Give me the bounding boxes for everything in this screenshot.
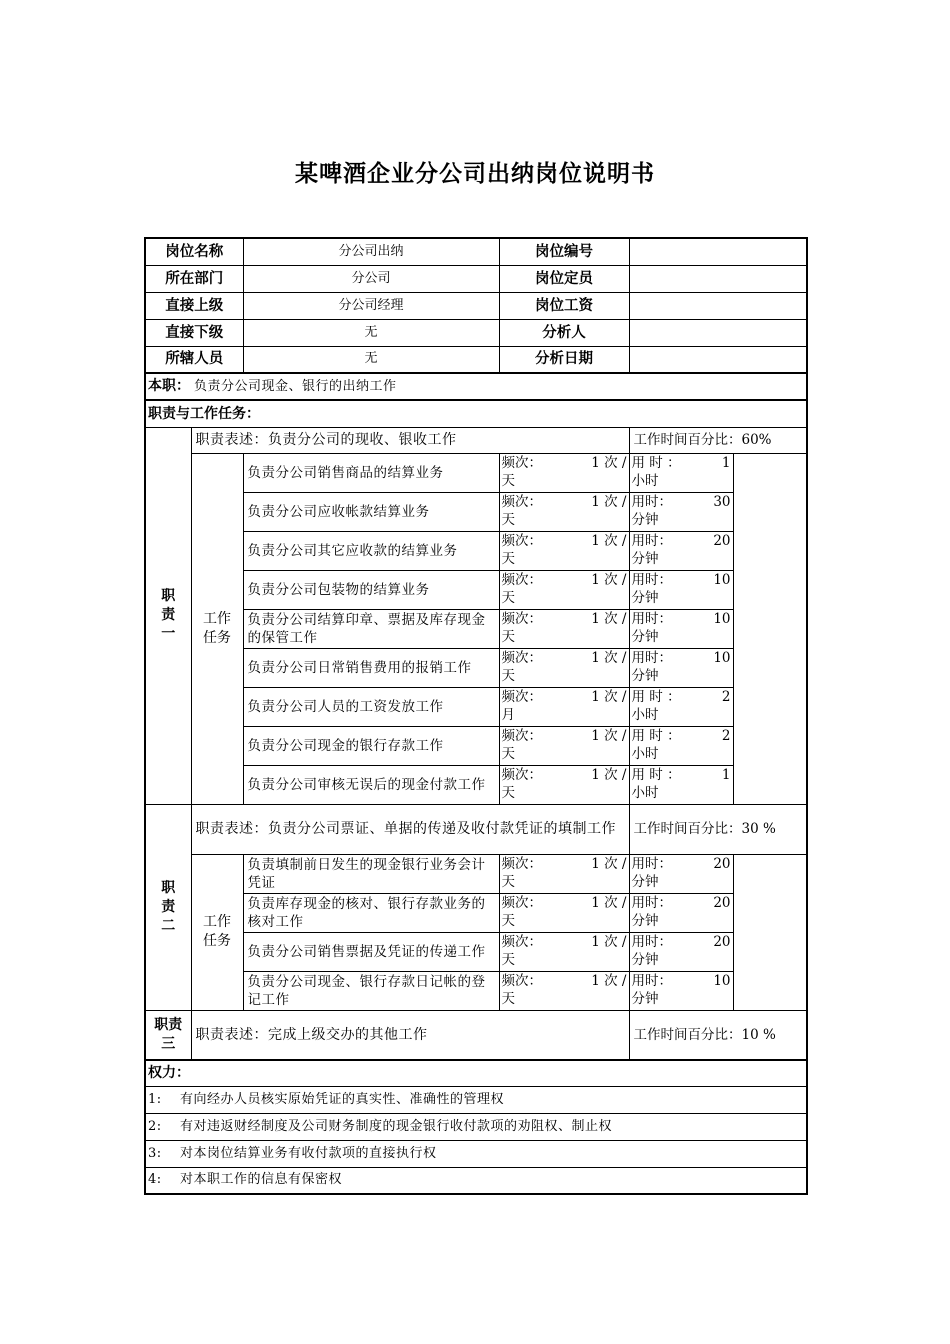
- task-row: [145, 570, 807, 609]
- info-label: 分析日期: [499, 346, 629, 373]
- duration-unit: 分钟: [631, 628, 659, 645]
- frequency-unit: 天: [501, 589, 515, 606]
- duration-label: 用时：: [631, 972, 672, 989]
- task-duration: [629, 648, 733, 687]
- work-task-label: [191, 453, 243, 804]
- task-duration: [629, 570, 733, 609]
- section-description: 职责表述：完成上级交办的其他工作: [191, 1010, 629, 1060]
- frequency-unit: 天: [501, 667, 515, 684]
- info-value: 分公司经理: [243, 292, 499, 319]
- power-number: 2:: [148, 1118, 162, 1134]
- info-value: [629, 319, 807, 346]
- task-duration-line: [632, 972, 731, 990]
- task-text: 负责分公司其它应收款的结算业务: [243, 531, 499, 570]
- frequency-count: 1 次 /: [591, 855, 627, 872]
- frequency-count: 1 次 /: [591, 493, 627, 510]
- task-frequency-line: [502, 493, 627, 511]
- info-label: 分析人: [499, 319, 629, 346]
- power-item: [145, 1113, 807, 1140]
- task-frequency: [499, 570, 629, 609]
- info-value: [629, 238, 807, 265]
- frequency-unit: 月: [501, 706, 515, 723]
- task-frequency: [499, 453, 629, 492]
- section-label-char: 责: [161, 898, 176, 915]
- frequency-label: 频次：: [501, 688, 542, 705]
- frequency-unit: 天: [501, 990, 515, 1007]
- duration-label: 用时：: [631, 855, 672, 872]
- frequency-unit: 天: [501, 745, 515, 762]
- frequency-label: 频次：: [501, 610, 542, 627]
- task-duration: [629, 765, 733, 804]
- power-item: [145, 1140, 807, 1167]
- duty-label: 本职：: [148, 378, 190, 394]
- task-row: [145, 609, 807, 648]
- task-duration-line: [632, 727, 731, 745]
- frequency-label: 频次：: [501, 894, 542, 911]
- duration-unit: 小时: [631, 706, 659, 723]
- tasks-header: 职责与工作任务：: [145, 400, 807, 427]
- task-row: [145, 854, 807, 893]
- job-description-table: [144, 237, 806, 1195]
- power-number: 4:: [148, 1172, 162, 1188]
- task-frequency-line: [502, 571, 627, 589]
- task-frequency: [499, 609, 629, 648]
- info-label: 岗位编号: [499, 238, 629, 265]
- info-label: 岗位定员: [499, 265, 629, 292]
- info-value: [629, 346, 807, 373]
- section-description: 职责表述：负责分公司的现收、银收工作: [191, 427, 629, 453]
- duration-value: 10: [713, 571, 731, 588]
- info-row: [145, 292, 807, 319]
- task-row: [145, 765, 807, 804]
- task-row: [145, 932, 807, 971]
- duration-unit: 小时: [631, 784, 659, 801]
- task-duration-line: [632, 454, 731, 472]
- task-frequency: [499, 531, 629, 570]
- duration-unit: 分钟: [631, 511, 659, 528]
- section-time-percent: 工作时间百分比：10 %: [629, 1010, 807, 1060]
- duty-text: 负责分公司现金、银行的出纳工作: [194, 379, 397, 394]
- info-label: 所辖人员: [145, 346, 243, 373]
- duration-unit: 小时: [631, 472, 659, 489]
- info-value: 无: [243, 346, 499, 373]
- task-frequency-line: [502, 933, 627, 951]
- info-row: [145, 346, 807, 373]
- frequency-label: 频次：: [501, 766, 542, 783]
- duration-label: 用 时 ：: [631, 688, 681, 705]
- frequency-label: 频次：: [501, 727, 542, 744]
- task-row: [145, 971, 807, 1010]
- frequency-count: 1 次 /: [591, 688, 627, 705]
- task-frequency-line: [502, 972, 627, 990]
- task-row: [145, 687, 807, 726]
- info-value: 分公司出纳: [243, 238, 499, 265]
- task-frequency: [499, 726, 629, 765]
- task-duration-line: [632, 493, 731, 511]
- task-duration-line: [632, 688, 731, 706]
- duration-unit: 分钟: [631, 951, 659, 968]
- duration-value: 1: [721, 766, 731, 783]
- task-frequency: [499, 648, 629, 687]
- work-task-label-line: 任务: [203, 933, 231, 949]
- duration-unit: 分钟: [631, 667, 659, 684]
- duration-label: 用 时 ：: [631, 766, 681, 783]
- duration-unit: 分钟: [631, 873, 659, 890]
- task-text: 负责分公司人员的工资发放工作: [243, 687, 499, 726]
- task-frequency-line: [502, 894, 627, 912]
- info-value: [629, 292, 807, 319]
- frequency-label: 频次：: [501, 933, 542, 950]
- duration-value: 10: [713, 972, 731, 989]
- task-row: [145, 726, 807, 765]
- frequency-unit: 天: [501, 784, 515, 801]
- frequency-count: 1 次 /: [591, 766, 627, 783]
- task-duration-line: [632, 894, 731, 912]
- section-label-char: 职: [161, 588, 176, 604]
- frequency-label: 频次：: [501, 571, 542, 588]
- task-duration-line: [632, 766, 731, 784]
- section-label: [145, 804, 191, 1010]
- duty-row: [145, 373, 807, 400]
- task-duration: [629, 453, 733, 492]
- frequency-unit: 天: [501, 511, 515, 528]
- task-frequency-line: [502, 532, 627, 550]
- frequency-label: 频次：: [501, 972, 542, 989]
- frequency-count: 1 次 /: [591, 571, 627, 588]
- task-row: [145, 453, 807, 492]
- section-label-char: 一: [161, 626, 176, 642]
- frequency-unit: 天: [501, 912, 515, 929]
- power-item: [145, 1167, 807, 1194]
- task-duration: [629, 854, 733, 893]
- task-duration-line: [632, 532, 731, 550]
- task-row: [145, 893, 807, 932]
- section-label-char: 职责: [154, 1016, 183, 1033]
- task-frequency: [499, 492, 629, 531]
- power-text: 对本岗位结算业务有收付款项的直接执行权: [180, 1145, 437, 1161]
- duration-value: 10: [713, 610, 731, 627]
- duration-unit: 分钟: [631, 990, 659, 1007]
- powers-header: 权力：: [145, 1060, 807, 1086]
- task-row: [145, 492, 807, 531]
- duration-unit: 分钟: [631, 589, 659, 606]
- section-time-percent: 工作时间百分比：30 %: [629, 804, 807, 854]
- task-duration: [629, 932, 733, 971]
- duration-label: 用时：: [631, 894, 672, 911]
- duration-value: 1: [721, 454, 731, 471]
- task-text: 负责分公司审核无误后的现金付款工作: [243, 765, 499, 804]
- task-duration: [629, 726, 733, 765]
- task-text: 负责分公司销售票据及凭证的传递工作: [243, 932, 499, 971]
- task-frequency: [499, 687, 629, 726]
- duration-label: 用 时 ：: [631, 727, 681, 744]
- section-description: 职责表述：负责分公司票证、单据的传递及收付款凭证的填制工作: [191, 804, 629, 854]
- task-text: 负责分公司销售商品的结算业务: [243, 453, 499, 492]
- power-text: 有向经办人员核实原始凭证的真实性、准确性的管理权: [180, 1091, 505, 1107]
- frequency-unit: 天: [501, 550, 515, 567]
- page-title: 某啤酒企业分公司出纳岗位说明书: [295, 161, 655, 187]
- duration-label: 用时：: [631, 571, 672, 588]
- frequency-count: 1 次 /: [591, 454, 627, 471]
- frequency-count: 1 次 /: [591, 532, 627, 549]
- task-duration-line: [632, 855, 731, 873]
- task-duration: [629, 893, 733, 932]
- task-text: 负责分公司现金的银行存款工作: [243, 726, 499, 765]
- duration-value: 2: [721, 727, 731, 744]
- work-task-label-line: 工作: [203, 610, 231, 627]
- task-duration: [629, 687, 733, 726]
- info-row: [145, 265, 807, 292]
- task-frequency-line: [502, 766, 627, 784]
- frequency-label: 频次：: [501, 855, 542, 872]
- section-label-char: 二: [161, 917, 176, 934]
- task-row: [145, 531, 807, 570]
- info-value: 无: [243, 319, 499, 346]
- task-text: 负责分公司包装物的结算业务: [243, 570, 499, 609]
- duration-label: 用时：: [631, 933, 672, 950]
- section-label-char: 责: [161, 607, 176, 623]
- task-duration: [629, 609, 733, 648]
- info-row: [145, 238, 807, 265]
- info-label: 所在部门: [145, 265, 243, 292]
- frequency-label: 频次：: [501, 493, 542, 510]
- task-duration: [629, 492, 733, 531]
- task-duration-line: [632, 649, 731, 667]
- frequency-unit: 天: [501, 472, 515, 489]
- task-duration: [629, 531, 733, 570]
- work-task-label-line: 任务: [203, 629, 231, 646]
- task-duration: [629, 971, 733, 1010]
- duration-value: 10: [713, 649, 731, 666]
- info-value: [629, 265, 807, 292]
- task-frequency-line: [502, 610, 627, 628]
- info-label: 岗位名称: [145, 238, 243, 265]
- power-number: 1:: [148, 1091, 162, 1107]
- duration-value: 30: [713, 493, 731, 510]
- task-duration-line: [632, 933, 731, 951]
- section-label: [145, 1010, 191, 1060]
- task-frequency-line: [502, 454, 627, 472]
- info-label: 岗位工资: [499, 292, 629, 319]
- work-task-label-line: 工作: [203, 914, 231, 930]
- task-text: 负责填制前日发生的现金银行业务会计凭证: [243, 854, 499, 893]
- frequency-count: 1 次 /: [591, 894, 627, 911]
- frequency-unit: 天: [501, 951, 515, 968]
- task-frequency-line: [502, 688, 627, 706]
- task-duration-line: [632, 610, 731, 628]
- power-number: 3:: [148, 1145, 162, 1161]
- section-label-char: 三: [161, 1035, 176, 1052]
- duration-label: 用时：: [631, 610, 672, 627]
- work-task-label: [191, 854, 243, 1010]
- frequency-count: 1 次 /: [591, 727, 627, 744]
- info-label: 直接上级: [145, 292, 243, 319]
- task-frequency: [499, 893, 629, 932]
- duration-value: 20: [713, 532, 731, 549]
- section-label: [145, 427, 191, 804]
- section-label-char: 职: [161, 879, 176, 896]
- duration-label: 用时：: [631, 532, 672, 549]
- task-duration-line: [632, 571, 731, 589]
- duration-value: 20: [713, 933, 731, 950]
- task-frequency-line: [502, 855, 627, 873]
- task-text: 负责分公司现金、银行存款日记帐的登记工作: [243, 971, 499, 1010]
- frequency-count: 1 次 /: [591, 649, 627, 666]
- frequency-count: 1 次 /: [591, 610, 627, 627]
- duration-value: 20: [713, 855, 731, 872]
- duration-label: 用 时 ：: [631, 454, 681, 471]
- frequency-count: 1 次 /: [591, 933, 627, 950]
- task-text: 负责分公司结算印章、票据及库存现金的保管工作: [243, 609, 499, 648]
- duration-unit: 分钟: [631, 912, 659, 929]
- frequency-unit: 天: [501, 628, 515, 645]
- info-label: 直接下级: [145, 319, 243, 346]
- duration-value: 2: [721, 688, 731, 705]
- task-text: 负责库存现金的核对、银行存款业务的核对工作: [243, 893, 499, 932]
- frequency-label: 频次：: [501, 532, 542, 549]
- duration-value: 20: [713, 894, 731, 911]
- section-time-percent: 工作时间百分比：60%: [629, 427, 807, 453]
- frequency-label: 频次：: [501, 649, 542, 666]
- power-text: 有对违返财经制度及公司财务制度的现金银行收付款项的劝阻权、制止权: [180, 1118, 613, 1134]
- task-frequency-line: [502, 649, 627, 667]
- duration-label: 用时：: [631, 649, 672, 666]
- power-item: [145, 1086, 807, 1113]
- frequency-unit: 天: [501, 873, 515, 890]
- duration-unit: 小时: [631, 745, 659, 762]
- info-row: [145, 319, 807, 346]
- task-frequency-line: [502, 727, 627, 745]
- task-frequency: [499, 765, 629, 804]
- duration-unit: 分钟: [631, 550, 659, 567]
- task-frequency: [499, 971, 629, 1010]
- task-row: [145, 648, 807, 687]
- duration-label: 用时：: [631, 493, 672, 510]
- task-frequency: [499, 854, 629, 893]
- frequency-count: 1 次 /: [591, 972, 627, 989]
- task-text: 负责分公司应收帐款结算业务: [243, 492, 499, 531]
- frequency-label: 频次：: [501, 454, 542, 471]
- task-text: 负责分公司日常销售费用的报销工作: [243, 648, 499, 687]
- power-text: 对本职工作的信息有保密权: [180, 1172, 343, 1188]
- info-value: 分公司: [243, 265, 499, 292]
- task-frequency: [499, 932, 629, 971]
